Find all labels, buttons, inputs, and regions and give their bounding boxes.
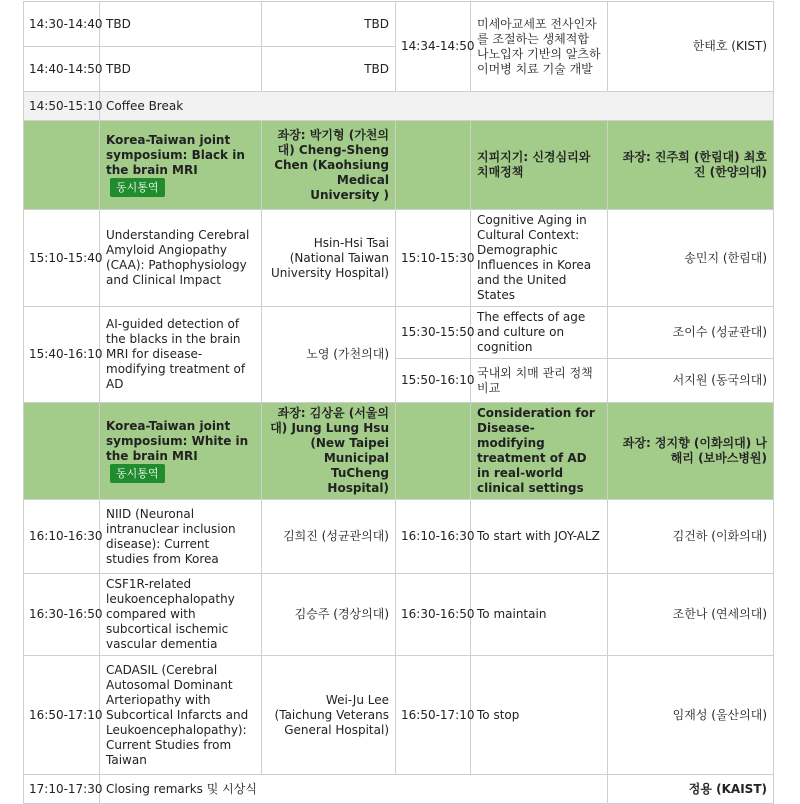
session-chairs: 좌장: 김상윤 (서울의대) Jung Lung Hsu (New Taipei Municipal TuCheng Hospital) [262, 403, 396, 500]
speaker-cell: 정용 (KAIST) [608, 775, 774, 804]
session-header-row [24, 121, 774, 210]
topic-cell: The effects of age and culture on cognition [471, 307, 608, 359]
speaker-cell: 노영 (가천의대) [262, 307, 396, 403]
topic-cell: To maintain [471, 574, 608, 656]
time-cell: 16:30-16:50 [24, 574, 100, 656]
interpretation-badge: 동시통역 [110, 178, 165, 197]
time-cell: 15:10-15:40 [24, 210, 100, 307]
empty-cell [24, 121, 100, 210]
topic-cell: CADASIL (Cerebral Autosomal Dominant Arteriopathy with Subcortical Infarcts and Leukoencephalopathy): Current Studies from Taiwan [100, 656, 262, 775]
topic-cell: CSF1R-related leukoencephalopathy compared with subcortical ischemic vascular dementia [100, 574, 262, 656]
table-row [24, 307, 774, 359]
topic-cell: AI-guided detection of the blacks in the brain MRI for disease-modifying treatment of AD [100, 307, 262, 403]
table-row [24, 656, 774, 775]
session-title [100, 403, 262, 500]
table-row [24, 210, 774, 307]
empty-cell [396, 121, 471, 210]
time-cell: 16:10-16:30 [24, 500, 100, 574]
topic-cell: 국내외 치매 관리 정책 비교 [471, 359, 608, 403]
topic-cell: Cognitive Aging in Cultural Context: Demographic Influences in Korea and the United States [471, 210, 608, 307]
empty-cell [24, 403, 100, 500]
break-label: Coffee Break [100, 92, 774, 121]
speaker-cell: 한태호 (KIST) [608, 2, 774, 92]
speaker-cell: 조이수 (성균관대) [608, 307, 774, 359]
topic-cell: NIID (Neuronal intranuclear inclusion disease): Current studies from Korea [100, 500, 262, 574]
time-cell: 14:34-14:50 [396, 2, 471, 92]
time-cell: 14:50-15:10 [24, 92, 100, 121]
session-title-text: Korea-Taiwan joint symposium: White in the brain MRI [106, 419, 249, 463]
speaker-cell: 김승주 (경상의대) [262, 574, 396, 656]
closing-row [24, 775, 774, 804]
speaker-cell: Wei-Ju Lee (Taichung Veterans General Hospital) [262, 656, 396, 775]
time-cell: 16:50-17:10 [24, 656, 100, 775]
time-cell: 16:30-16:50 [396, 574, 471, 656]
topic-cell: Understanding Cerebral Amyloid Angiopathy (CAA): Pathophysiology and Clinical Impact [100, 210, 262, 307]
topic-cell: TBD [100, 47, 262, 92]
time-cell: 15:40-16:10 [24, 307, 100, 403]
speaker-cell: 임재성 (울산의대) [608, 656, 774, 775]
topic-cell: 미세아교세포 전사인자를 조절하는 생체적합 나노입자 기반의 알츠하이머병 치료 기술 개발 [471, 2, 608, 92]
time-cell: 15:50-16:10 [396, 359, 471, 403]
time-cell: 15:10-15:30 [396, 210, 471, 307]
time-cell: 16:50-17:10 [396, 656, 471, 775]
topic-cell: To start with JOY-ALZ [471, 500, 608, 574]
speaker-cell: 김건하 (이화의대) [608, 500, 774, 574]
topic-cell: To stop [471, 656, 608, 775]
time-cell: 16:10-16:30 [396, 500, 471, 574]
topic-cell: TBD [100, 2, 262, 47]
session-title [100, 121, 262, 210]
speaker-cell: 조한나 (연세의대) [608, 574, 774, 656]
speaker-cell: 송민지 (한림대) [608, 210, 774, 307]
time-cell: 14:30-14:40 [24, 2, 100, 47]
session-title-text: Korea-Taiwan joint symposium: Black in the brain MRI [106, 133, 245, 177]
session-title: Consideration for Disease-modifying treatment of AD in real-world clinical settings [471, 403, 608, 500]
time-cell: 17:10-17:30 [24, 775, 100, 804]
speaker-cell: Hsin-Hsi Tsai (National Taiwan University Hospital) [262, 210, 396, 307]
table-row [24, 500, 774, 574]
speaker-cell: 김희진 (성균관의대) [262, 500, 396, 574]
speaker-cell: TBD [262, 47, 396, 92]
table-row [24, 2, 774, 47]
table-row [24, 574, 774, 656]
session-chairs: 좌장: 박기형 (가천의대) Cheng-Sheng Chen (Kaohsiung Medical University ) [262, 121, 396, 210]
coffee-break-row [24, 92, 774, 121]
schedule-table [23, 1, 774, 804]
speaker-cell: 서지원 (동국의대) [608, 359, 774, 403]
speaker-cell: TBD [262, 2, 396, 47]
session-header-row [24, 403, 774, 500]
empty-cell [396, 403, 471, 500]
session-title: 지피지기: 신경심리와 치매정책 [471, 121, 608, 210]
session-chairs: 좌장: 진주희 (한림대) 최호진 (한양의대) [608, 121, 774, 210]
interpretation-badge: 동시통역 [110, 464, 165, 483]
session-chairs: 좌장: 정지향 (이화의대) 나해리 (보바스병원) [608, 403, 774, 500]
time-cell: 14:40-14:50 [24, 47, 100, 92]
closing-label: Closing remarks 및 시상식 [100, 775, 608, 804]
time-cell: 15:30-15:50 [396, 307, 471, 359]
